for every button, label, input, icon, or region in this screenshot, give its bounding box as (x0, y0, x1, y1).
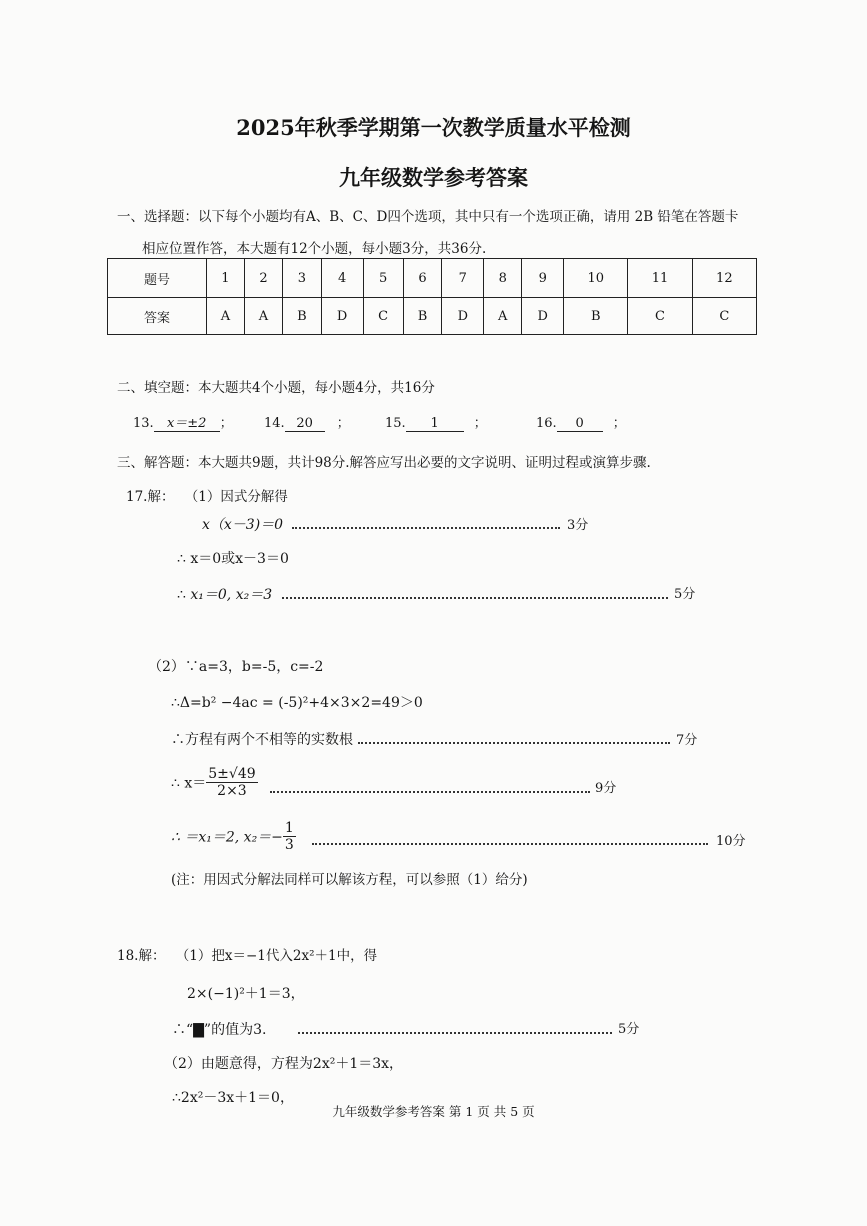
fill-number: 16. (536, 416, 557, 431)
table-cell: C (692, 298, 756, 335)
leader-dots (292, 527, 560, 529)
therefore-symbol: ∴ (177, 587, 186, 603)
table-cell: B (283, 298, 322, 335)
section1-line1: 一、选择题：以下每个小题均有A、B、C、D四个选项，其中只有一个选项正确，请用 2B 铅笔在答题卡 (117, 209, 739, 225)
fill-answer: 1 (406, 416, 464, 432)
result-fraction (283, 820, 296, 853)
fraction-denominator: 2×3 (217, 783, 247, 799)
fill-item-13 (133, 412, 233, 432)
q17-roots: x₁＝0, x₂＝3 (190, 587, 273, 603)
formula-prefix: ∴ x＝ (171, 775, 207, 792)
fill-number: 14. (264, 416, 285, 431)
fraction-numerator: 5±√49 (208, 766, 256, 782)
answer-table-header-row (108, 259, 757, 298)
table-cell: 4 (321, 259, 363, 298)
section3-heading: 三、解答题：本大题共9题，共计98分.解答应写出必要的文字说明、证明过程或演算步骤. (117, 455, 651, 471)
fill-answer: 20 (285, 416, 325, 432)
table-cell: B (403, 298, 442, 335)
q17-note: (注：用因式分解法同样可以解该方程，可以参照（1）给分) (171, 872, 528, 888)
q17-score2: 5分 (674, 587, 696, 602)
q18-part2: （2）由题意得，方程为2x²＋1＝3x， (164, 1056, 404, 1072)
q17-step3 (177, 584, 272, 604)
fill-item-16 (536, 412, 626, 432)
table-cell: D (442, 298, 484, 335)
table-cell: D (321, 298, 363, 335)
leader-dots (298, 1032, 612, 1034)
q17-score1: 3分 (567, 518, 589, 533)
table-cell: A (244, 298, 282, 335)
fill-separator: ； (219, 416, 233, 431)
q17-score5: 10分 (716, 834, 746, 849)
table-answer-label: 答案 (108, 298, 207, 335)
leader-dots (312, 843, 708, 845)
answer-table (107, 258, 757, 335)
table-cell: A (206, 298, 244, 335)
result-prefix: ∴ ＝x₁＝2, x₂＝− (171, 829, 283, 846)
q18-part1: （1）把x＝−1代入2x²＋1中，得 (175, 948, 378, 964)
table-header-label: 题号 (108, 259, 207, 298)
leader-dots (270, 791, 590, 793)
q17-score3: 7分 (676, 733, 698, 748)
table-cell: B (564, 298, 628, 335)
q17-part2: （2）∵a=3，b=-5，c=-2 (148, 659, 324, 675)
fill-item-15 (385, 412, 487, 432)
fraction-denominator: 3 (284, 837, 294, 853)
table-cell: A (484, 298, 522, 335)
q18-calc: 2×(−1)²＋1＝3， (187, 986, 305, 1002)
q17-result (171, 820, 296, 853)
table-cell: 1 (206, 259, 244, 298)
leader-dots (358, 742, 670, 744)
table-cell: C (628, 298, 692, 335)
table-cell: 7 (442, 259, 484, 298)
table-cell: 2 (244, 259, 282, 298)
fill-item-14 (264, 412, 350, 432)
fill-answer: 0 (557, 416, 603, 432)
table-cell: 6 (403, 259, 442, 298)
table-cell: 10 (564, 259, 628, 298)
q18-label (117, 944, 377, 964)
fill-number: 13. (133, 416, 154, 431)
fill-separator: ； (612, 416, 626, 431)
formula-fraction (206, 766, 257, 799)
q18-step: ∴2x²－3x＋1＝0， (172, 1090, 294, 1106)
q18-value: ∴“▇”的值为3. (172, 1022, 267, 1038)
table-cell: 11 (628, 259, 692, 298)
fraction-numerator: 1 (284, 820, 294, 836)
fill-separator: ； (473, 416, 487, 431)
page-subtitle: 九年级数学参考答案 (339, 165, 528, 190)
page-title: 2025年秋季学期第一次教学质量水平检测 (236, 115, 631, 140)
table-cell: 5 (363, 259, 403, 298)
table-cell: 9 (522, 259, 564, 298)
page-footer: 九年级数学参考答案 第 1 页 共 5 页 (332, 1104, 535, 1119)
q18-number: 18.解： (117, 948, 166, 964)
section1-line2: 相应位置作答，本大题有12个小题，每小题3分，共36分. (142, 241, 487, 257)
section2-heading: 二、填空题：本大题共4个小题，每小题4分，共16分 (117, 380, 435, 396)
table-cell: C (363, 298, 403, 335)
q17-roots-text: ∴方程有两个不相等的实数根 (171, 732, 353, 748)
fill-answer: x＝±2 (154, 412, 220, 432)
table-cell: 12 (692, 259, 756, 298)
leader-dots (282, 597, 668, 599)
q17-step1: x（x－3)＝0 (202, 517, 284, 533)
table-cell: 8 (484, 259, 522, 298)
answer-table-answer-row (108, 298, 757, 335)
q17-part1: （1）因式分解得 (184, 489, 288, 505)
fill-number: 15. (385, 416, 406, 431)
q17-delta: ∴Δ=b² −4ac = (-5)²+4×3×2=49＞0 (171, 695, 423, 711)
q17-step2: ∴ x＝0或x－3＝0 (177, 551, 289, 567)
table-cell: D (522, 298, 564, 335)
q17-score4: 9分 (595, 781, 617, 796)
fill-separator: ； (336, 416, 350, 431)
q17-number: 17.解： (126, 489, 175, 505)
q17-label (126, 485, 288, 505)
q17-formula (171, 766, 258, 799)
table-cell: 3 (283, 259, 322, 298)
q18-score1: 5分 (618, 1022, 640, 1037)
